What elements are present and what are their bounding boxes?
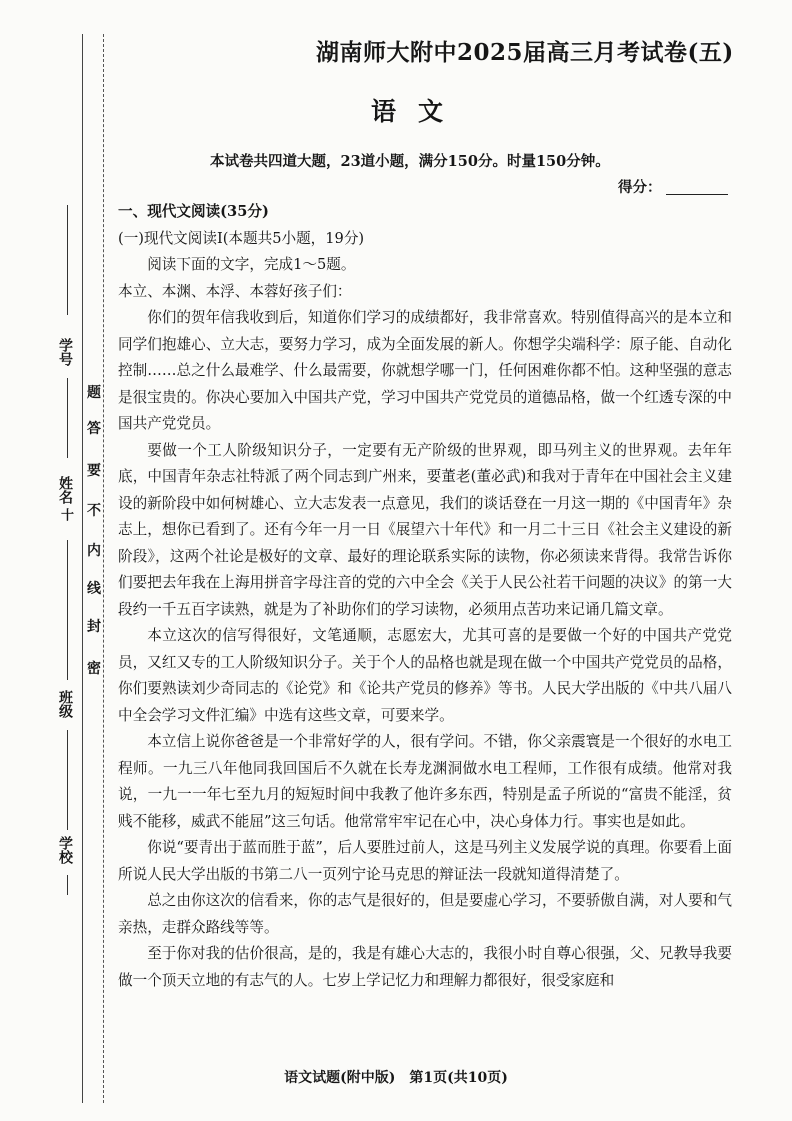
paragraph-2: 要做一个工人阶级知识分子，一定要有无产阶级的世界观，即马列主义的世界观。去年年底，中国青年杂志社特派了两个同志到广州来，要董老(董必武)和我对于青年在中国社会主义建设的新阶段中如何树雄心、立大志发表一点意见，我们的谈话登在一月这一期的《中国青年》杂志上，想你已看到了。还有今年一月一日《展望六十年代》和一月二十三日《社会主义建设的新阶段》，这两个社论是极好的文章、最好的理论联系实际的读物，你必须读来背得。我常告诉你们要把去年我在上海用拼音字母注音的党的六中全会《关于人民公社若干问题的决议》的第一大段约一千五百字读熟，就是为了补助你们的学习读物，必须用点苦功来记诵几篇文章。 bbox=[118, 441, 732, 618]
seal-char-mi: 密 bbox=[87, 661, 101, 677]
student-id-line-2 bbox=[67, 378, 68, 458]
exam-title: 湖南师大附中2025届高三月考试卷(五) bbox=[316, 39, 734, 66]
score-blank bbox=[666, 194, 728, 195]
score-label: 得分： bbox=[618, 179, 662, 196]
school-line bbox=[67, 875, 68, 895]
paragraph-3: 本立这次的信写得很好，文笔通顺，志愿宏大，尤其可喜的是要做一个好的中国共产党党员，又红又专的工人阶级知识分子。关于个人的品格也就是现在做一个中国共产党党员的品格，你们要熟读刘少奇同志的《论党》和《论共产党员的修养》等书。人民大学出版的《中共八届八中全会学习文件汇编》中选有这些文章，可要来学。 bbox=[118, 627, 732, 724]
seal-char-feng: 封 bbox=[87, 619, 101, 635]
reading-instruction: 阅读下面的文字，完成1～5题。 bbox=[147, 256, 356, 273]
name-label: 姓名 bbox=[57, 476, 73, 504]
seal-char-yao: 要 bbox=[87, 463, 101, 479]
binding-line-outer bbox=[82, 34, 83, 1103]
seal-char-xian: 线 bbox=[87, 581, 101, 597]
section-heading: 一、现代文阅读(35分) bbox=[118, 203, 269, 220]
paragraph-5: 你说“要青出于蓝而胜于蓝”，后人要胜过前人，这是马列主义发展学说的真理。你要看上面所说人民大学出版的书第二八一页列宁论马克思的辩证法一段就知道得清楚了。 bbox=[118, 839, 732, 883]
score-field bbox=[618, 176, 728, 197]
page-footer: 语文试题(附中版) 第1页(共10页) bbox=[284, 1070, 508, 1086]
paragraph-6: 总之由你这次的信看来，你的志气是很好的，但是要虚心学习，不要骄傲自满，对人要和气亲热，走群众路线等等。 bbox=[118, 892, 732, 936]
seal-char-ti: 题 bbox=[87, 385, 101, 401]
school-label: 学校 bbox=[57, 836, 73, 864]
seal-char-bu: 不 bbox=[87, 503, 101, 519]
plus-mark: 十 bbox=[58, 508, 73, 521]
subsection-heading: (一)现代文阅读Ⅰ(本题共5小题，19分) bbox=[118, 229, 365, 247]
paragraph-4: 本立信上说你爸爸是一个非常好学的人，很有学问。不错，你父亲震寰是一个很好的水电工程师。一九三八年他同我回国后不久就在长寿龙渊洞做水电工程师，工作很有成绩。他常对我说，一九一一年七至九月的短短时间中我教了他许多东西，特别是孟子所说的“富贵不能淫，贫贱不能移，威武不能屈”这三句话。他常常牢牢记在心中，决心身体力行。事实也是如此。 bbox=[118, 733, 732, 830]
student-id-line bbox=[67, 205, 68, 315]
class-label: 班级 bbox=[57, 690, 73, 718]
subject-title: 语文 bbox=[371, 97, 466, 126]
paragraph-1: 你们的贺年信我收到后，知道你们学习的成绩都好，我非常喜欢。特别值得高兴的是本立和同学们抱雄心、立大志，要努力学习，成为全面发展的新人。你想学尖端科学：原子能、自动化控制……总之什么最难学、什么最需要，你就想学哪一门，任何困难你都不怕。这种坚强的意志是很宝贵的。你决心要加入中国共产党，学习中国共产党党员的道德品格，做一个红透专深的中国共产党党员。 bbox=[118, 309, 732, 432]
seal-char-da: 答 bbox=[87, 421, 101, 437]
student-id-label: 学号 bbox=[57, 338, 73, 366]
main-content bbox=[118, 199, 732, 994]
class-line bbox=[67, 730, 68, 830]
name-line bbox=[67, 540, 68, 680]
seal-char-nei: 内 bbox=[87, 543, 101, 559]
letter-salutation: 本立、本渊、本浮、本蓉好孩子们： bbox=[118, 282, 352, 300]
exam-info: 本试卷共四道大题，23道小题，满分150分。时量150分钟。 bbox=[210, 153, 610, 170]
paragraph-7: 至于你对我的估价很高，是的，我是有雄心大志的，我很小时自尊心很强，父、兄教导我要做一个顶天立地的有志气的人。七岁上学记忆力和理解力都很好，很受家庭和 bbox=[118, 945, 732, 989]
binding-line-inner bbox=[103, 34, 104, 1103]
